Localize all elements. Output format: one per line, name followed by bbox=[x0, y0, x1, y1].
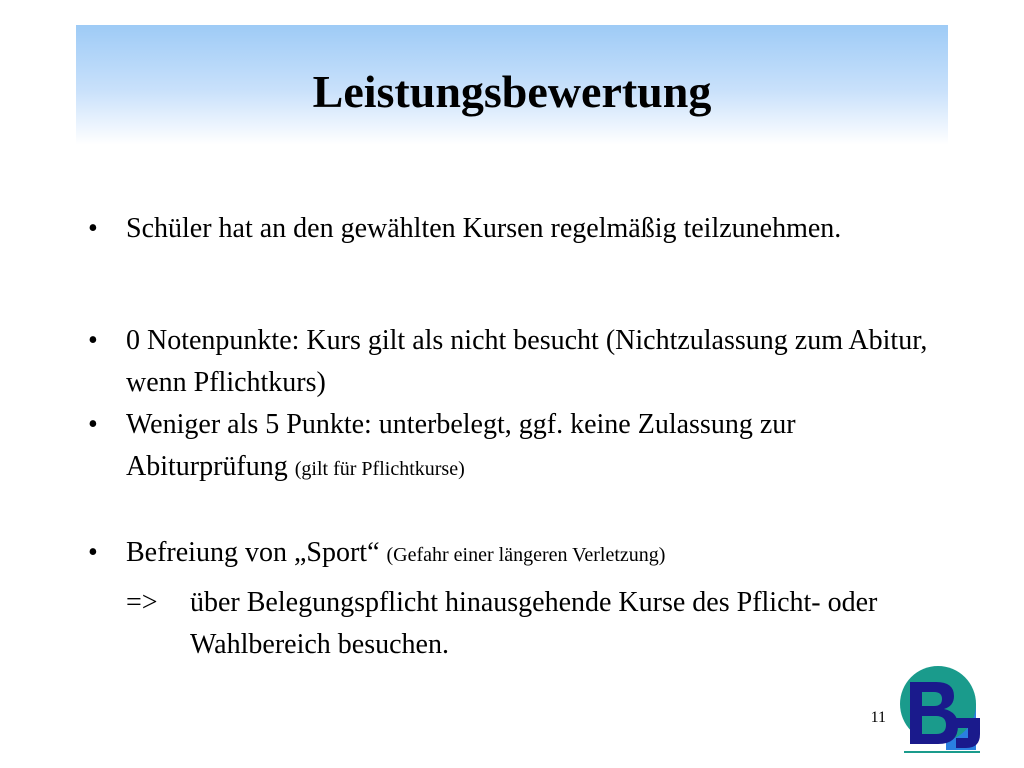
bullet-text: 0 Notenpunkte: Kurs gilt als nicht besucht (Nichtzulassung zum Abitur, wenn Pflichtkurs) bbox=[126, 325, 928, 398]
consequence-text: über Belegungspflicht hinausgehende Kurse des Pflicht- oder Wahlbereich besuchen. bbox=[190, 587, 878, 660]
bullet-symbol: • bbox=[88, 537, 98, 568]
bullet-note: (gilt für Pflichtkurse) bbox=[294, 458, 465, 480]
bullet-symbol: • bbox=[88, 409, 98, 440]
school-logo-icon bbox=[896, 664, 984, 756]
bullet-symbol: • bbox=[88, 213, 98, 244]
bullet-note: (Gefahr einer längeren Verletzung) bbox=[386, 544, 666, 566]
logo-letter-b bbox=[910, 682, 958, 744]
bullet-text: Schüler hat an den gewählten Kursen regelmäßig teilzunehmen. bbox=[126, 213, 842, 244]
slide-title: Leistungsbewertung bbox=[312, 66, 712, 117]
bullet-symbol: • bbox=[88, 325, 98, 356]
bullet-text: Befreiung von „Sport“ (Gefahr einer längeren Verletzung) bbox=[126, 537, 666, 568]
arrow-symbol: => bbox=[126, 587, 158, 618]
bullet-text: Weniger als 5 Punkte: unterbelegt, ggf. keine Zulassung zur Abiturprüfung (gilt für Pflichtkurse) bbox=[126, 409, 796, 482]
page-number: 11 bbox=[870, 709, 886, 726]
